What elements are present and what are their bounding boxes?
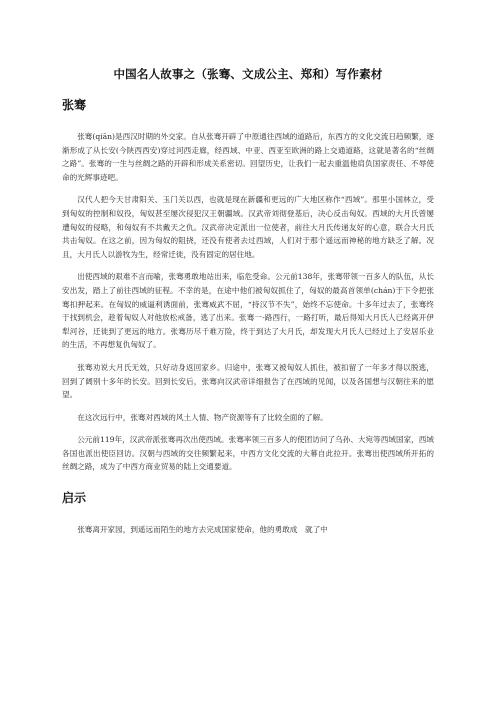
paragraph: 汉代人把今天甘肃阳关、玉门关以西，也就是现在新疆和更远的广大地区称作“西域”。那里小国林立，受到匈奴的控制和奴役，匈奴甚至屡次侵犯汉王朝疆域。汉武帝刘彻登基后，决心反击匈奴。西域的大月氏曾屡遭匈奴的侵略，和匈奴有不共戴天之仇。汉武帝决定派出一位使者，前往大月氏传递友好的心意，联合大月氏共击匈奴。在这之前，因为匈奴的阻挠，还没有使者去过西域，人们对于那个遥远而神秘的地方缺乏了解。况且，大月氏人以游牧为生，经常迁徙，没有固定的居住地。 [62, 195, 434, 259]
section-heading-inspiration: 启示 [62, 491, 87, 506]
section-heading-zhang-qian: 张骞 [62, 98, 87, 112]
paragraph: 张骞离开家园，到遥远而陌生的地方去完成国家使命，他的勇敢成 就了中 [77, 525, 328, 535]
section-body-inspiration [62, 523, 434, 537]
paragraph: 张骞(qiān)是西汉时期的外交家。自从张骞开辟了中原通往西域的道路后，东西方的文化交流日趋频繁，逐渐形成了从长安(今陕西西安)穿过河西走廊，经西域、中亚、西亚至欧洲的路上交通道路，这就是著名的“丝绸之路”。张骞的一生与丝绸之路的开辟和形成关系密切。回望历史，让我们一起去重温他肩负国家责任、不辱使命的光辉事迹吧。 [62, 132, 434, 182]
paragraph: 出使西域的艰难不言而喻，张骞勇敢地站出来，临危受命。公元前138年，张骞带领一百多人的队伍，从长安出发，踏上了前往西域的征程。不幸的是，在途中他们被匈奴抓住了，匈奴的最高首领单(chán)于下令把张骞扣押起来。在匈奴的威逼利诱面前，张骞威武不屈，“持汉节不失”，始终不忘使命。十多年过去了，张骞终于找到机会，趁着匈奴人对他放松戒备，逃了出来。张骞一-路西行，一路打听，最后得知大月氏人已经离开伊犁河谷，迁徙到了更远的地方。张骞历尽千难万险，终于到达了大月氏，却发现大月氏人已经过上了安居乐业的生活，不再想复仇匈奴了。 [62, 272, 434, 350]
paragraph: 张骞劝说大月氏无效，只好动身返回家乡。归途中，张骞又被匈奴人抓住，被扣留了一年多才得以脱逃，回到了阔别十多年的长安。回到长安后，张骞向汉武帝详细报告了在西域的见闻，以及各国想与汉朝往来的愿望。 [62, 362, 434, 400]
section-body-zhang-qian [62, 130, 434, 474]
document-title: 中国名人故事之（张骞、文成公主、郑和）写作素材 [113, 67, 383, 81]
paragraph: 在这次远行中，张骞对西域的风土人情、物产资源等有了比较全面的了解。 [77, 412, 328, 422]
paragraph: 公元前119年，汉武帝派张骞再次出使西域。张骞率领三百多人的使团访问了乌孙、大宛等西域国家，西域各国也派出使臣回访。汉朝与西域的交往频繁起来，中西方文化交流的大幕自此拉开。张骞出使西域所开拓的丝绸之路，成为了中西方商业贸易的陆上交通要道。 [62, 435, 434, 472]
